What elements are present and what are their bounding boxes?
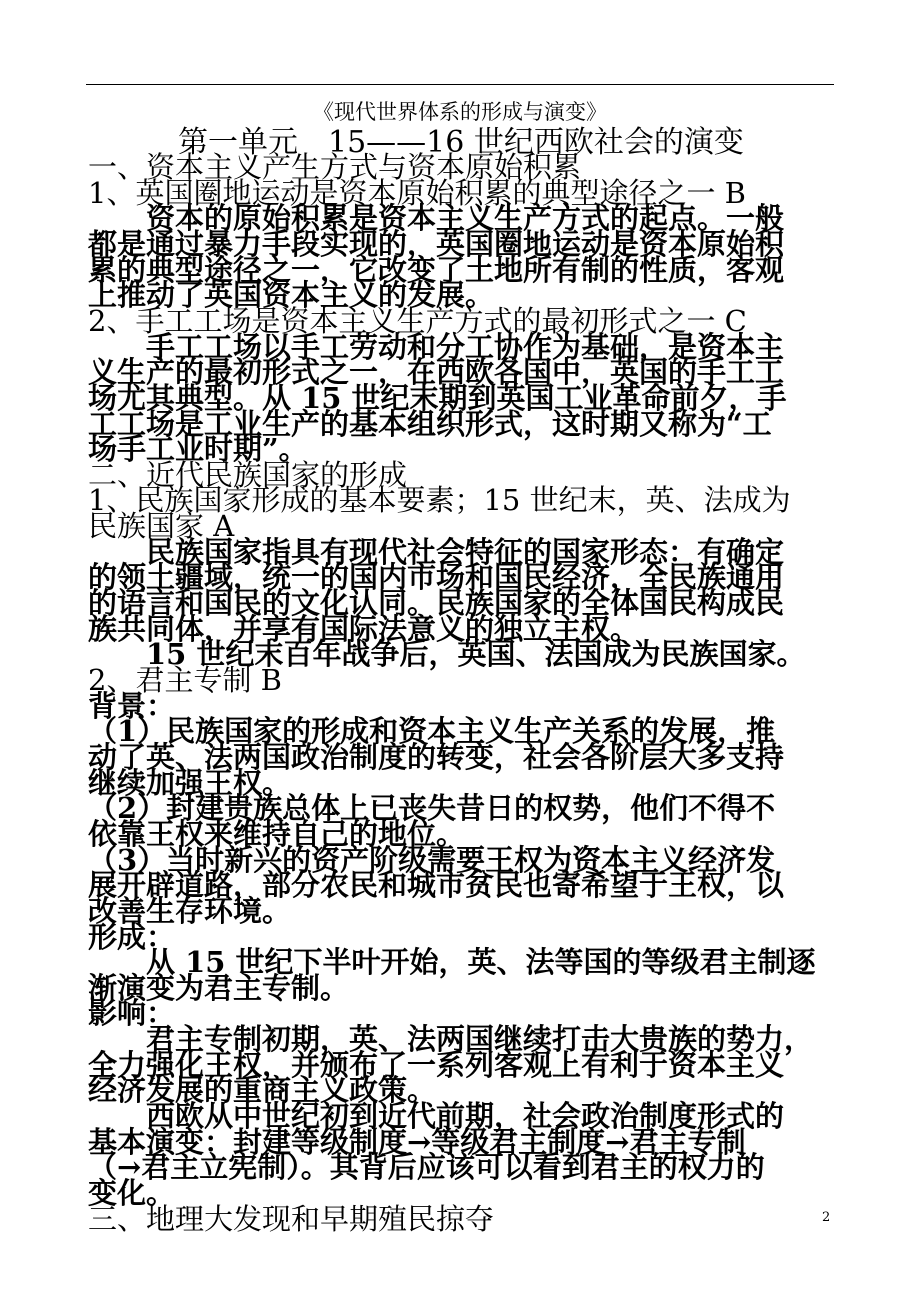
text-line: 背景： — [88, 688, 176, 723]
text-line: 展开辟道路，部分农民和城市贫民也寄希望于王权，以 — [88, 868, 785, 903]
text-line: 从 15 世纪下半叶开始，英、法等国的等级君主制逐 — [88, 945, 816, 980]
text-line: 1、民族国家形成的基本要素；15 世纪末，英、法成为 — [88, 483, 791, 518]
text-line: 的领土疆域，统一的国内市场和国民经济，全民族通用 — [88, 560, 785, 595]
text-line: 君主专制初期，英、法两国继续打击大贵族的势力， — [88, 1022, 814, 1057]
text-line: 影响： — [88, 996, 176, 1031]
text-line: 经济发展的重商主义政策。 — [88, 1073, 437, 1108]
text-line: 1、英国圈地运动是资本原始积累的典型途径之一 B — [88, 175, 746, 210]
text-line: 形成： — [88, 919, 176, 954]
text-line: 二、近代民族国家的形成 — [88, 457, 408, 492]
text-line: （1）民族国家的形成和资本主义生产关系的发展，推 — [88, 714, 776, 749]
unit-title: 第一单元 15——16 世纪西欧社会的演变 — [178, 125, 744, 160]
text-line: （2）封建贵族总体上已丧失昔日的权势，他们不得不 — [88, 791, 776, 826]
text-line: 15 世纪末百年战争后，英国、法国成为民族国家。 — [88, 637, 806, 672]
text-line: 动了英、法两国政治制度的转变，社会各阶层大多支持 — [88, 739, 785, 774]
text-line: 2、君主专制 B — [88, 663, 282, 697]
text-line: 族共同体，并享有国际法意义的独立主权。 — [88, 611, 640, 646]
text-line: 继续加强王权。 — [88, 765, 292, 800]
page-number: 2 — [822, 1210, 831, 1225]
text-line: 义生产的最初形式之一，在西欧各国中，英国的手工工 — [88, 355, 785, 390]
text-line: 场尤其典型。从 15 世纪末期到英国工业革命前夕，手 — [88, 380, 787, 415]
text-line: 的语言和国民的文化认同。民族国家的全体国民构成民 — [88, 586, 785, 620]
text-line: 累的典型途径之一，它改变了土地所有制的性质，客观 — [88, 252, 785, 287]
text-line: 手工工场以手工劳动和分工协作为基础，是资本主 — [88, 329, 785, 364]
text-line: 改善生存环境。 — [88, 893, 292, 928]
text-line: 工工场是工业生产的基本组织形式，这时期又称为“工 — [88, 406, 772, 441]
header-rule — [86, 84, 834, 85]
text-line: 渐演变为君主专制。 — [88, 970, 350, 1005]
text-line: 西欧从中世纪初到近代前期，社会政治制度形式的 — [88, 1099, 785, 1133]
text-line: 民族国家指具有现代社会特征的国家形态：有确定 — [88, 534, 785, 569]
text-line: 三、地理大发现和早期殖民掠夺 — [88, 1201, 495, 1236]
text-line: （3）当时新兴的资产阶级需要王权为资本主义经济发 — [88, 842, 776, 877]
text-line: 上推动了英国资本主义的发展。 — [88, 278, 495, 313]
text-line: 变化。 — [88, 1176, 176, 1210]
text-line: 场手工业时期”。 — [88, 432, 308, 467]
text-line: 依靠王权来维持自己的地位。 — [88, 816, 466, 851]
text-line: 全力强化王权，并颁布了一系列客观上有利于资本主义 — [88, 1047, 785, 1082]
text-line: 2、手工工场是资本主义生产方式的最初形式之一 C — [88, 303, 747, 338]
text-line: 都是通过暴力手段实现的，英国圈地运动是资本原始积 — [88, 226, 785, 261]
text-line: 基本演变：封建等级制度→等级君主制度→君主专制 — [88, 1124, 746, 1159]
text-line: （→君主立宪制）。其背后应该可以看到君主的权力的 — [88, 1150, 765, 1185]
document-title: 《现代世界体系的形成与演变》 — [313, 100, 607, 124]
text-line: 一、资本主义产生方式与资本原始积累 — [88, 150, 582, 184]
text-line: 资本的原始积累是资本主义生产方式的起点。一般 — [88, 201, 785, 236]
text-line: 民族国家 A — [88, 509, 235, 544]
